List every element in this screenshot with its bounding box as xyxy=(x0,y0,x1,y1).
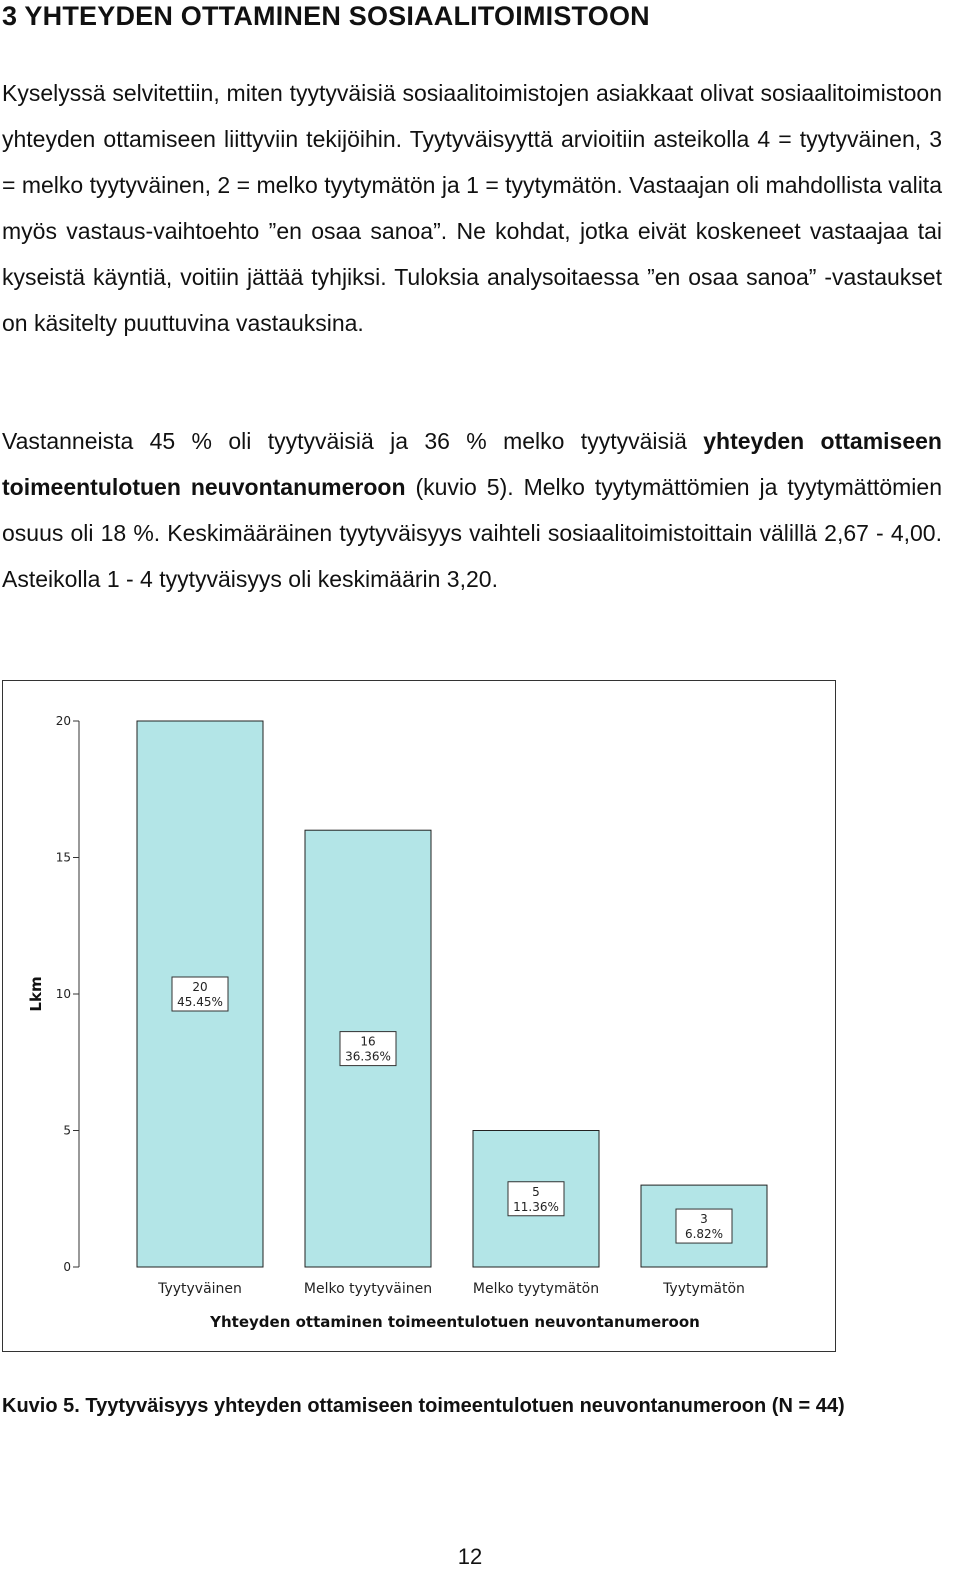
results-paragraph xyxy=(2,418,942,602)
results-text-end: (kuvio 5). Melko tyytymättömien ja tyytymättömien osuus oli 18 %. Keskimääräinen tyytyväisyys vaihteli sosiaalitoimistoittain välillä 2,67 - 4,00. Asteikolla 1 - 4 tyytyväisyys oli keskimäärin 3,20. xyxy=(2,474,942,592)
x-category-label: Tyytyväinen xyxy=(158,1281,242,1297)
y-tick-label: 20 xyxy=(55,714,71,728)
data-label-count: 3 xyxy=(700,1212,708,1227)
section-heading: 3 YHTEYDEN OTTAMINEN SOSIAALITOIMISTOON xyxy=(2,1,650,31)
x-category-label: Melko tyytyväinen xyxy=(303,1281,433,1297)
intro-paragraph: Kyselyssä selvitettiin, miten tyytyväisiä sosiaalitoimistojen asiakkaat olivat sosiaalitoimistoon yhteyden ottamiseen liittyviin tekijöihin. Tyytyväisyyttä arvioitiin asteikolla 4 = tyytyväinen, 3 = melko tyytyväinen, 2 = melko tyytymätön ja 1 = tyytymätön. Vastaajan oli mahdollista valita myös vastaus-vaihtoehto ”en osaa sanoa”. Ne kohdat, jotka eivät koskeneet vastaajaa tai kyseistä käyntiä, voitiin jättää tyhjiksi. Tuloksia analysoitaessa ”en osaa sanoa” -vastaukset on käsitelty puuttuvina vastauksina. xyxy=(2,80,942,336)
y-tick-label: 15 xyxy=(55,850,71,865)
x-category-label: Tyytymätön xyxy=(663,1281,745,1297)
data-label-percent: 11.36% xyxy=(513,1199,559,1214)
bar-chart xyxy=(3,681,837,1353)
data-label-count: 5 xyxy=(532,1184,540,1199)
page-number: 12 xyxy=(457,1544,483,1569)
figure-caption: Kuvio 5. Tyytyväisyys yhteyden ottamiseen toimeentulotuen neuvontanumeroon (N = 44) xyxy=(2,1395,845,1417)
data-label-percent: 45.45% xyxy=(177,995,223,1009)
data-label-count: 16 xyxy=(360,1034,376,1049)
x-axis-label: Yhteyden ottaminen toimeentulotuen neuvontanumeroon xyxy=(210,1313,700,1331)
y-axis-label: Lkm xyxy=(27,976,45,1012)
results-text-start: Vastanneista 45 % oli tyytyväisiä ja 36 % melko tyytyväisiä xyxy=(2,428,704,454)
data-label-percent: 6.82% xyxy=(684,1227,724,1242)
x-category-label: Melko tyytymätön xyxy=(472,1281,600,1297)
y-tick-label: 10 xyxy=(55,987,71,1001)
data-label-count: 20 xyxy=(192,980,208,994)
y-tick-label: 0 xyxy=(63,1260,71,1274)
results-bold-topic: yhteyden ottamiseen toimeentulotuen neuvontanumeroon xyxy=(2,428,942,500)
data-label-percent: 36.36% xyxy=(345,1049,391,1064)
chart-figure xyxy=(2,680,836,1352)
y-tick-label: 5 xyxy=(63,1123,71,1138)
